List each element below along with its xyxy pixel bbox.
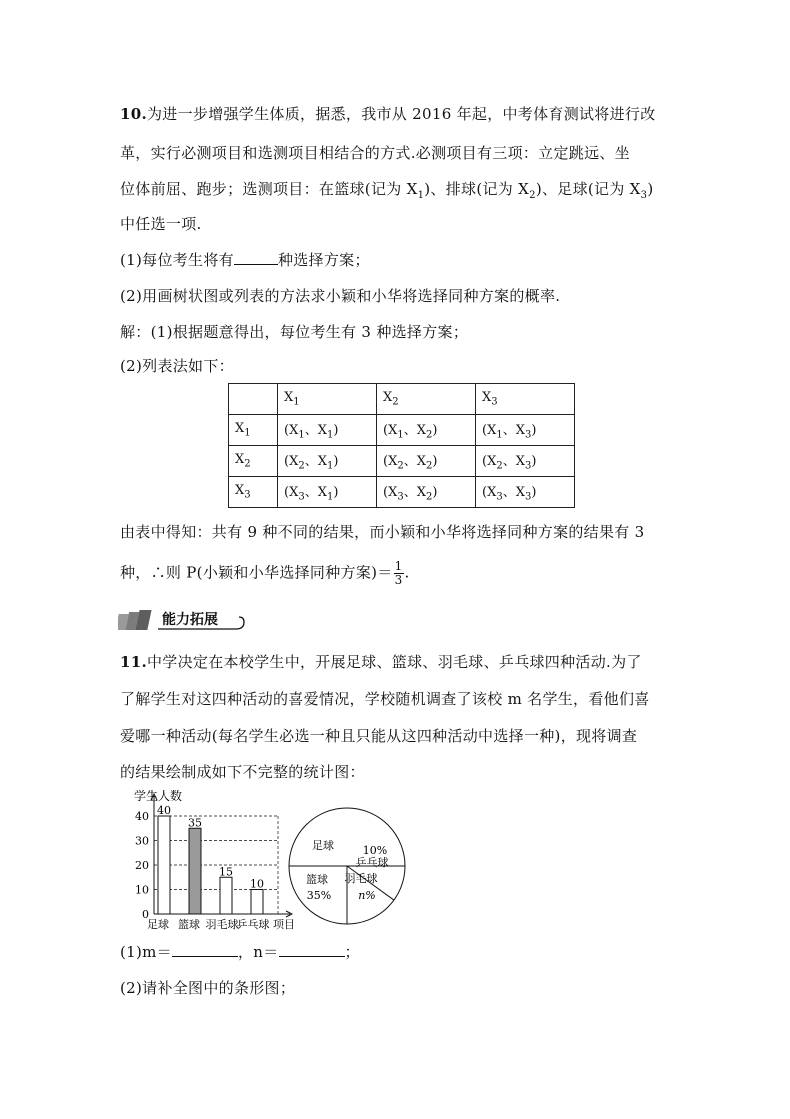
bar <box>251 890 263 915</box>
x-axis-label: 项目 <box>273 918 295 931</box>
table-cell: ($X_2$、$X_2$) <box>377 446 476 477</box>
fraction-numerator: 1 <box>394 559 403 573</box>
sub-1: 1 <box>417 190 425 201</box>
q11-line-3: 爱哪一种活动(每名学生必选一种且只能从这四种活动中选择一种)，现将调查 <box>120 727 638 745</box>
q10-line-3 <box>120 179 654 206</box>
q10-text-3a: 位体前屈、跑步；选测项目：在篮球(记为 X <box>120 180 418 198</box>
q10-conclusion-1: 由表中得知：共有 9 种不同的结果，而小颖和小华将选择同种方案的结果有 3 <box>120 523 645 541</box>
table-cell: ($X_1$、$X_3$) <box>476 415 575 446</box>
x-tick-label: 羽毛球 <box>205 918 239 931</box>
bar <box>220 877 232 914</box>
q10-part-1 <box>120 250 370 270</box>
bar-data-label: 35 <box>188 816 202 830</box>
x-tick-label: 足球 <box>147 918 169 931</box>
table-row <box>229 415 575 446</box>
q10-line-2: 革，实行必测项目和选测项目相结合的方式.必测项目有三项：立定跳远、坐 <box>120 144 630 162</box>
table-header-row <box>229 384 575 415</box>
table-corner <box>229 384 278 415</box>
y-tick-label: 10 <box>135 883 149 897</box>
pie-slice-label: 足球 <box>312 839 334 852</box>
answer-blank-n[interactable] <box>279 942 345 957</box>
q10-conclusion-2b: . <box>404 563 410 582</box>
q11-part1-c: ； <box>344 943 360 961</box>
q10-text-3d: ) <box>647 180 654 198</box>
sub-2: 2 <box>529 190 536 201</box>
section-label: 能力拓展 <box>162 612 218 628</box>
bar-data-label: 10 <box>250 877 264 891</box>
x-tick-label: 篮球 <box>178 918 200 931</box>
x-tick-label: 乒乓球 <box>236 918 270 931</box>
fraction <box>394 560 404 587</box>
pie-slice-label: 乒乓球 <box>355 856 389 869</box>
y-tick-label: 40 <box>135 810 149 823</box>
table-col-header: $X_1$ <box>278 384 377 415</box>
q11-part-1 <box>120 942 360 962</box>
q10-text-3c: )、足球(记为 X <box>535 180 641 198</box>
q11-line-1 <box>120 652 642 672</box>
y-tick-label: 30 <box>135 834 149 848</box>
q11-part1-a: (1)m＝ <box>120 943 172 961</box>
q10-line-4: 中任选一项. <box>120 215 202 233</box>
table-cell: ($X_3$、$X_3$) <box>476 477 575 508</box>
q11-number: 11. <box>120 653 147 671</box>
table-col-header: $X_3$ <box>476 384 575 415</box>
table-cell: ($X_3$、$X_2$) <box>377 477 476 508</box>
pie-slice-percent: n% <box>358 889 376 902</box>
table-row-header: $X_2$ <box>229 446 278 477</box>
y-axis-label: 学生人数 <box>134 789 183 803</box>
bar <box>158 816 170 914</box>
q10-conclusion-2a: 种，∴则 P(小颖和小华选择同种方案)＝ <box>120 563 393 582</box>
q10-text-3b: )、排球(记为 X <box>424 180 530 198</box>
q11-part-2: (2)请补全图中的条形图； <box>120 979 296 997</box>
q10-part1-a: (1)每位考生将有 <box>120 251 234 269</box>
fraction-denominator: 3 <box>394 573 403 587</box>
pie-slice-label: 篮球 <box>306 873 328 886</box>
bar <box>189 828 201 914</box>
pie-slice-percent: 35% <box>306 889 332 902</box>
pie-slice-percent: 10% <box>362 844 388 857</box>
y-tick-label: 0 <box>142 908 149 921</box>
table-cell: ($X_3$、$X_1$) <box>278 477 377 508</box>
table-cell: ($X_2$、$X_1$) <box>278 446 377 477</box>
table-cell: ($X_2$、$X_3$) <box>476 446 575 477</box>
answer-blank[interactable] <box>234 250 278 265</box>
outcome-table <box>228 383 575 508</box>
table-row <box>229 446 575 477</box>
q11-line-4: 的结果绘制成如下不完整的统计图： <box>120 763 365 781</box>
answer-blank-m[interactable] <box>172 942 238 957</box>
table-row <box>229 477 575 508</box>
table-row-header: $X_1$ <box>229 415 278 446</box>
q11-line-2: 了解学生对这四种活动的喜爱情况，学校随机调查了该校 m 名学生，看他们喜 <box>120 690 650 708</box>
bar-data-label: 40 <box>157 804 171 817</box>
sub-3: 3 <box>640 190 648 201</box>
q10-part1-b: 种选择方案； <box>277 251 370 269</box>
section-header <box>118 608 258 632</box>
table-cell: ($X_1$、$X_2$) <box>377 415 476 446</box>
q10-solution-2: (2)列表法如下： <box>120 357 234 375</box>
q10-part-2: (2)用画树状图或列表的方法求小颖和小华将选择同种方案的概率. <box>120 287 561 305</box>
bar-data-label: 15 <box>219 865 233 879</box>
pie-slice-label: 羽毛球 <box>344 872 378 885</box>
q10-conclusion-2 <box>120 560 410 587</box>
bar-chart <box>118 788 308 936</box>
q10-text-1: 为进一步增强学生体质，据悉，我市从 2016 年起，中考体育测试将进行改 <box>147 105 656 123</box>
q11-text-1: 中学决定在本校学生中，开展足球、篮球、羽毛球、乒乓球四种活动.为了 <box>147 653 642 671</box>
pie-chart <box>283 803 413 933</box>
q10-solution-1: 解：(1)根据题意得出，每位考生有 3 种选择方案； <box>120 323 469 341</box>
q10-number: 10. <box>120 105 147 123</box>
q10-line-1 <box>120 104 656 124</box>
y-tick-label: 20 <box>135 859 149 872</box>
table-row-header: $X_3$ <box>229 477 278 508</box>
table-col-header: $X_2$ <box>377 384 476 415</box>
table-cell: ($X_1$、$X_1$) <box>278 415 377 446</box>
q11-part1-b: ，n＝ <box>237 943 279 961</box>
